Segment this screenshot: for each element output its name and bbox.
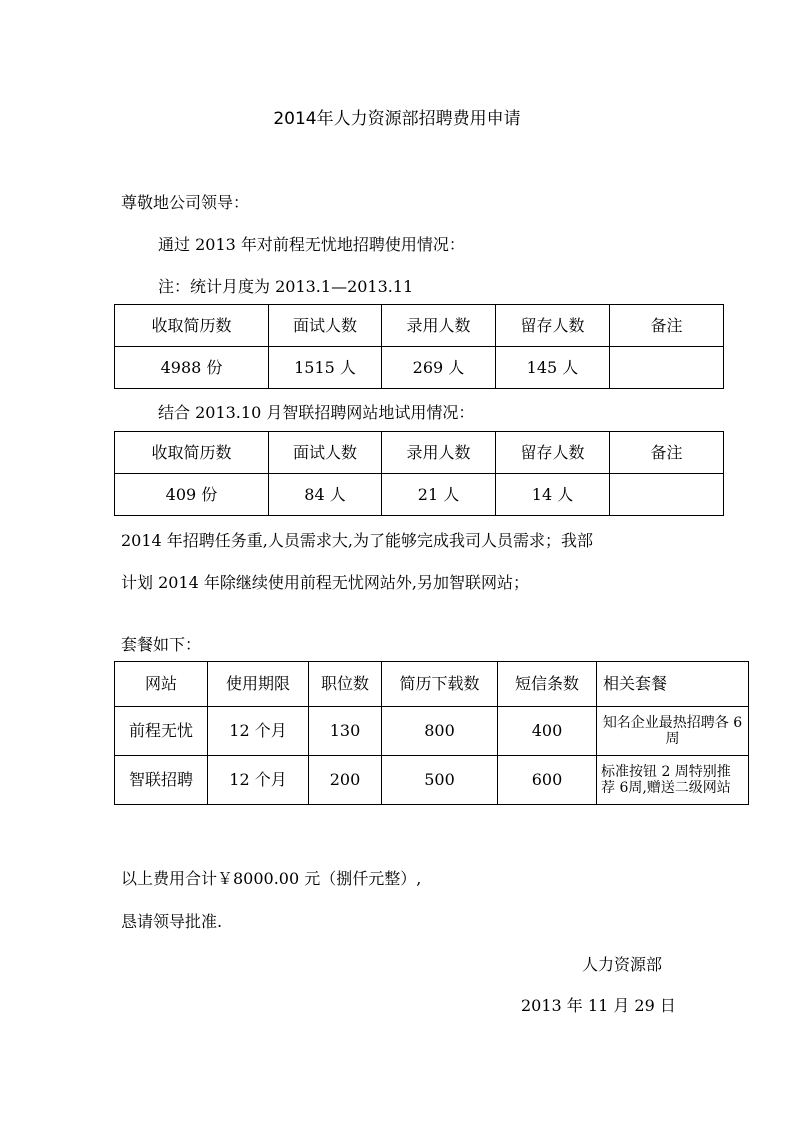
table-header-row <box>115 432 724 474</box>
table-cell: 1515 人 <box>269 347 382 389</box>
table-cell: 600 <box>498 756 597 805</box>
zhilian-stats-table <box>114 431 724 516</box>
table-cell: 200 <box>309 756 382 805</box>
table-row <box>115 707 749 756</box>
table-cell: 130 <box>309 707 382 756</box>
total-cost: 以上费用合计￥8000.00 元（捌仟元整）, <box>121 869 422 888</box>
table-cell: 400 <box>498 707 597 756</box>
table-cell: 500 <box>382 756 498 805</box>
header-cell: 面试人数 <box>269 305 382 347</box>
table-cell: 12 个月 <box>208 756 309 805</box>
approval-request: 恳请领导批准. <box>121 912 223 931</box>
table-cell: 4988 份 <box>115 347 269 389</box>
header-cell: 录用人数 <box>382 432 496 474</box>
greeting: 尊敬地公司领导： <box>121 193 250 212</box>
signature-department: 人力资源部 <box>582 955 663 974</box>
table-cell: 前程无忧 <box>115 707 208 756</box>
page-title: 2014年人力资源部招聘费用申请 <box>273 109 521 129</box>
table-cell: 14 人 <box>496 474 610 516</box>
paragraph-line-2: 计划 2014 年除继续使用前程无忧网站外,另加智联网站； <box>121 573 529 592</box>
signature-date: 2013 年 11 月 29 日 <box>521 996 676 1015</box>
packages-label: 套餐如下： <box>121 635 202 654</box>
table-cell: 145 人 <box>496 347 610 389</box>
table-cell: 12 个月 <box>208 707 309 756</box>
header-cell: 留存人数 <box>496 305 610 347</box>
table-cell: 269 人 <box>382 347 496 389</box>
statistics-note: 注：统计月度为 2013.1—2013.11 <box>158 277 414 296</box>
header-cell: 使用期限 <box>208 662 309 707</box>
table-cell: 标准按钮 2 周特别推荐 6周,赠送二级网站 <box>597 756 749 805</box>
header-cell: 网站 <box>115 662 208 707</box>
table-cell <box>610 474 724 516</box>
table-cell: 800 <box>382 707 498 756</box>
table-cell: 21 人 <box>382 474 496 516</box>
packages-table <box>114 661 749 805</box>
table-cell <box>610 347 724 389</box>
header-cell: 短信条数 <box>498 662 597 707</box>
table-row <box>115 756 749 805</box>
header-cell: 收取简历数 <box>115 305 269 347</box>
header-cell: 简历下载数 <box>382 662 498 707</box>
table-cell: 409 份 <box>115 474 269 516</box>
header-cell: 录用人数 <box>382 305 496 347</box>
table-row <box>115 347 724 389</box>
qiancheng-stats-table <box>114 304 724 389</box>
header-cell: 备注 <box>610 432 724 474</box>
table-header-row <box>115 305 724 347</box>
header-cell: 相关套餐 <box>597 662 749 707</box>
header-cell: 收取简历数 <box>115 432 269 474</box>
header-cell: 留存人数 <box>496 432 610 474</box>
table-header-row <box>115 662 749 707</box>
header-cell: 职位数 <box>309 662 382 707</box>
intro-qiancheng: 通过 2013 年对前程无忧地招聘使用情况： <box>158 235 465 254</box>
intro-zhilian: 结合 2013.10 月智联招聘网站地试用情况： <box>158 403 475 422</box>
header-cell: 备注 <box>610 305 724 347</box>
table-cell: 智联招聘 <box>115 756 208 805</box>
paragraph-line-1: 2014 年招聘任务重,人员需求大,为了能够完成我司人员需求；我部 <box>121 531 593 550</box>
table-cell: 知名企业最热招聘各 6周 <box>597 707 749 756</box>
header-cell: 面试人数 <box>269 432 382 474</box>
table-cell: 84 人 <box>269 474 382 516</box>
table-row <box>115 474 724 516</box>
